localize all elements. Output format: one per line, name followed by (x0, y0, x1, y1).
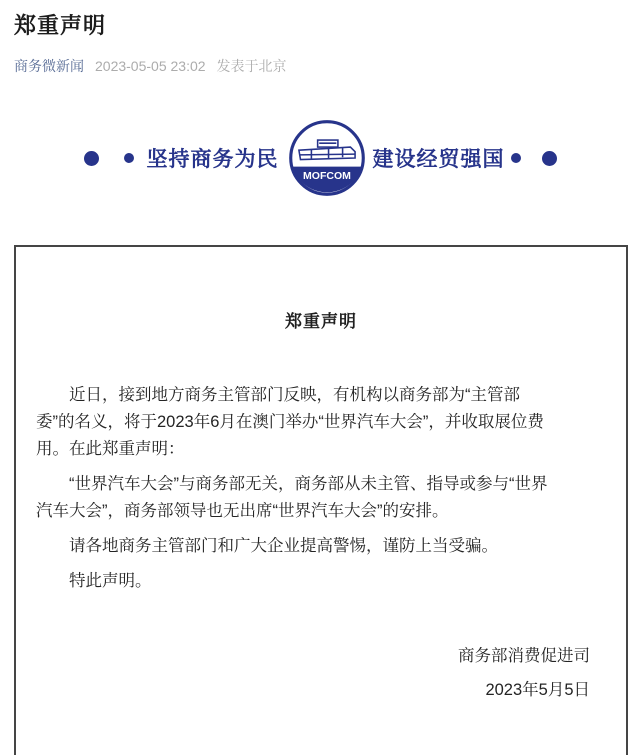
slogan-right: 建设经贸强国 (372, 148, 505, 172)
statement-signature (36, 639, 606, 707)
banner-dot-large-right-icon (542, 151, 557, 166)
statement-paragraph: 请各地商务主管部门和广大企业提高警惕，谨防上当受骗。 (69, 537, 498, 556)
mofcom-logo-label: MOFCOM (302, 170, 351, 183)
statement-title: 郑重声明 (285, 312, 357, 332)
statement-body (36, 382, 552, 595)
account-link[interactable]: 商务微新闻 (14, 58, 84, 75)
article-meta (14, 56, 626, 76)
article-header (0, 0, 640, 76)
statement-image (14, 245, 628, 755)
signature-department: 商务部消费促进司 (458, 647, 590, 666)
statement-paragraph: “世界汽车大会”与商务部无关，商务部从未主管、指导或参与“世界汽车大会”，商务部领导也无出席“世界汽车大会”的安排。 (36, 475, 548, 521)
statement-paragraph: 近日，接到地方商务主管部门反映，有机构以商务部为“主管部委”的名义，将于2023年6月在澳门举办“世界汽车大会”，并收取展位费用。在此郑重声明： (36, 386, 544, 459)
mofcom-slogan-banner (0, 118, 640, 198)
banner-dot-small-right-icon (511, 153, 521, 163)
signature-date: 2023年5月5日 (485, 681, 590, 700)
slogan-left: 坚持商务为民 (146, 148, 279, 172)
mofcom-logo-icon (288, 119, 366, 197)
banner-dot-small-left-icon (124, 153, 134, 163)
publish-datetime: 2023-05-05 23:02 (95, 58, 206, 75)
statement-paragraph: 特此声明。 (69, 572, 152, 591)
banner-dot-large-left-icon (84, 151, 99, 166)
publish-location: 发表于北京 (216, 58, 287, 75)
page-title: 郑重声明 (14, 13, 107, 38)
